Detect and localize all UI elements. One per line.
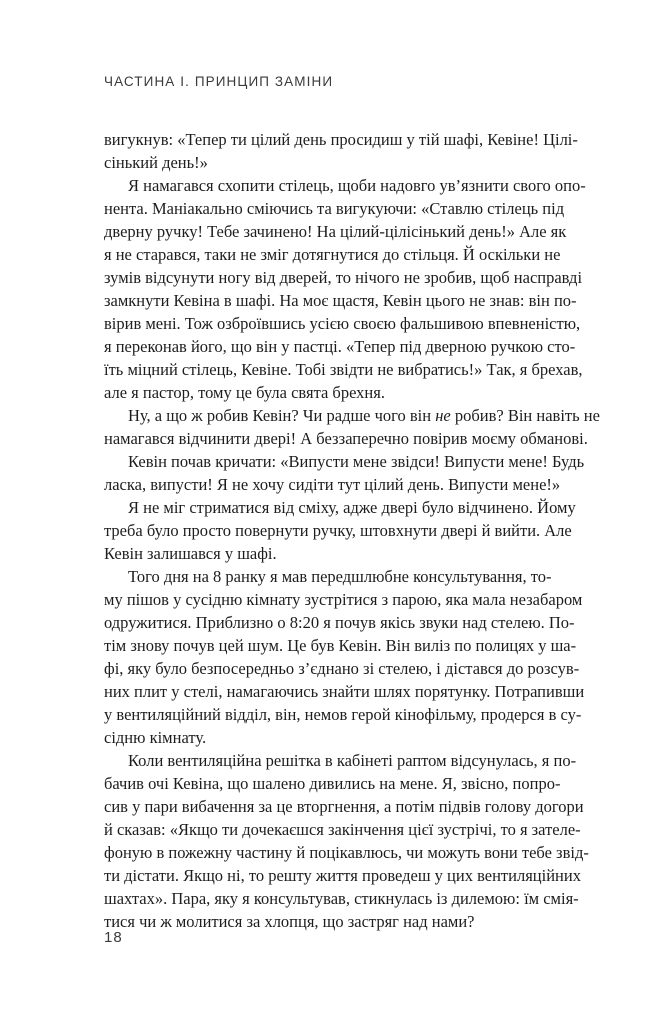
text-line: дверну ручку! Тебе зачинено! На цілий-цілісінький день!» Але як [104,222,567,241]
text-line: Кевін почав кричати: «Випусти мене звідси! Випусти мене! Будь [128,452,585,471]
text-line: й сказав: «Якщо ти дочекаєшся закінчення цієї зустрічі, то я зателе- [104,820,581,839]
paragraph [104,404,600,450]
body-text [104,128,600,933]
text-line: них плит у стелі, намагаючись знайти шлях порятунку. Потрапивши [104,682,585,701]
text-line: треба було просто повернути ручку, штовхнути двері й вийти. Але [104,521,572,540]
text-line: шахтах». Пара, яку я консультував, стикнулась із дилемою: їм смія- [104,889,579,908]
text-line: фоную в пожежну частину й поцікавлюсь, чи можуть вони тебе звід- [104,843,589,862]
text-line: одружитися. Приблизно о 8:20 я почув якісь звуки над стелею. По- [104,613,575,632]
text-line: ти дістати. Якщо ні, то решту життя проведеш у цих вентиляційних [104,866,581,885]
text-line: вигукнув: «Тепер ти цілий день просидиш у тій шафі, Кевіне! Цілі- [104,130,578,149]
paragraph [104,174,586,404]
text-line: тім знову почув цей шум. Це був Кевін. Він виліз по полицях у ша- [104,636,577,655]
paragraph [104,565,585,749]
text-line: бачив очі Кевіна, що шалено дивились на мене. Я, звісно, попро- [104,774,561,793]
text-line: му пішов у сусідню кімнату зустрітися з парою, яка мала незабаром [104,590,583,609]
text-line: фі, яку було безпосередньо з’єднано зі стелею, і дістався до розсув- [104,659,580,678]
text-line: ласка, випусти! Я не хочу сидіти тут цілий день. Випусти мене!» [104,475,561,494]
text-line: намагався відчинити двері! А беззаперечно повірив моєму обманові. [104,429,588,448]
text-line: зумів відсунути ногу від дверей, то нічого не зробив, щоб насправді [104,268,583,287]
text-line: я переконав його, що він у пастці. «Тепер під дверною ручкою сто- [104,337,576,356]
text-line: їть міцний стілець, Кевіне. Тобі звідти не вибратись!» Так, я брехав, [104,360,583,379]
page-number: 18 [104,929,123,946]
text-line: але я пастор, тому це була свята брехня. [104,383,385,402]
running-head: ЧАСТИНА І. ПРИНЦИП ЗАМІНИ [104,74,334,89]
text-line: вірив мені. Тож озброївшись усією своєю фальшивою впевненістю, [104,314,581,333]
text-line: тися чи ж молитися за хлопця, що застряг над нами? [104,912,475,931]
text-line: Ну, а що ж робив Кевін? Чи радше чого він не робив? Він навіть не [128,406,600,425]
paragraph [104,128,578,174]
text-line: у вентиляційний відділ, він, немов герой кінофільму, продерся в су- [104,705,582,724]
text-line: сив у пари вибачення за це вторгнення, а потім підвів голову догори [104,797,584,816]
text-line: Коли вентиляційна решітка в кабінеті раптом відсунулась, я по- [128,751,577,770]
text-line: нента. Маніакально сміючись та вигукуючи: «Ставлю стілець під [104,199,565,218]
text-line: Я намагався схопити стілець, щоби надовго ув’язнити свого опо- [128,176,586,195]
text-line: Кевін залишався у шафі. [104,544,277,563]
text-line: я не старався, таки не зміг дотягнутися до стільця. Й оскільки не [104,245,561,264]
paragraph [104,450,585,496]
text-line: Того дня на 8 ранку я мав передшлюбне консультування, то- [128,567,552,586]
text-line: Я не міг стриматися від сміху, адже двері було відчинено. Йому [128,498,576,517]
text-line: сідню кімнату. [104,728,207,747]
paragraph [104,496,576,565]
text-line: замкнути Кевіна в шафі. На моє щастя, Кевін цього не знав: він по- [104,291,577,310]
text-line: сінький день!» [104,153,208,172]
paragraph [104,749,589,933]
